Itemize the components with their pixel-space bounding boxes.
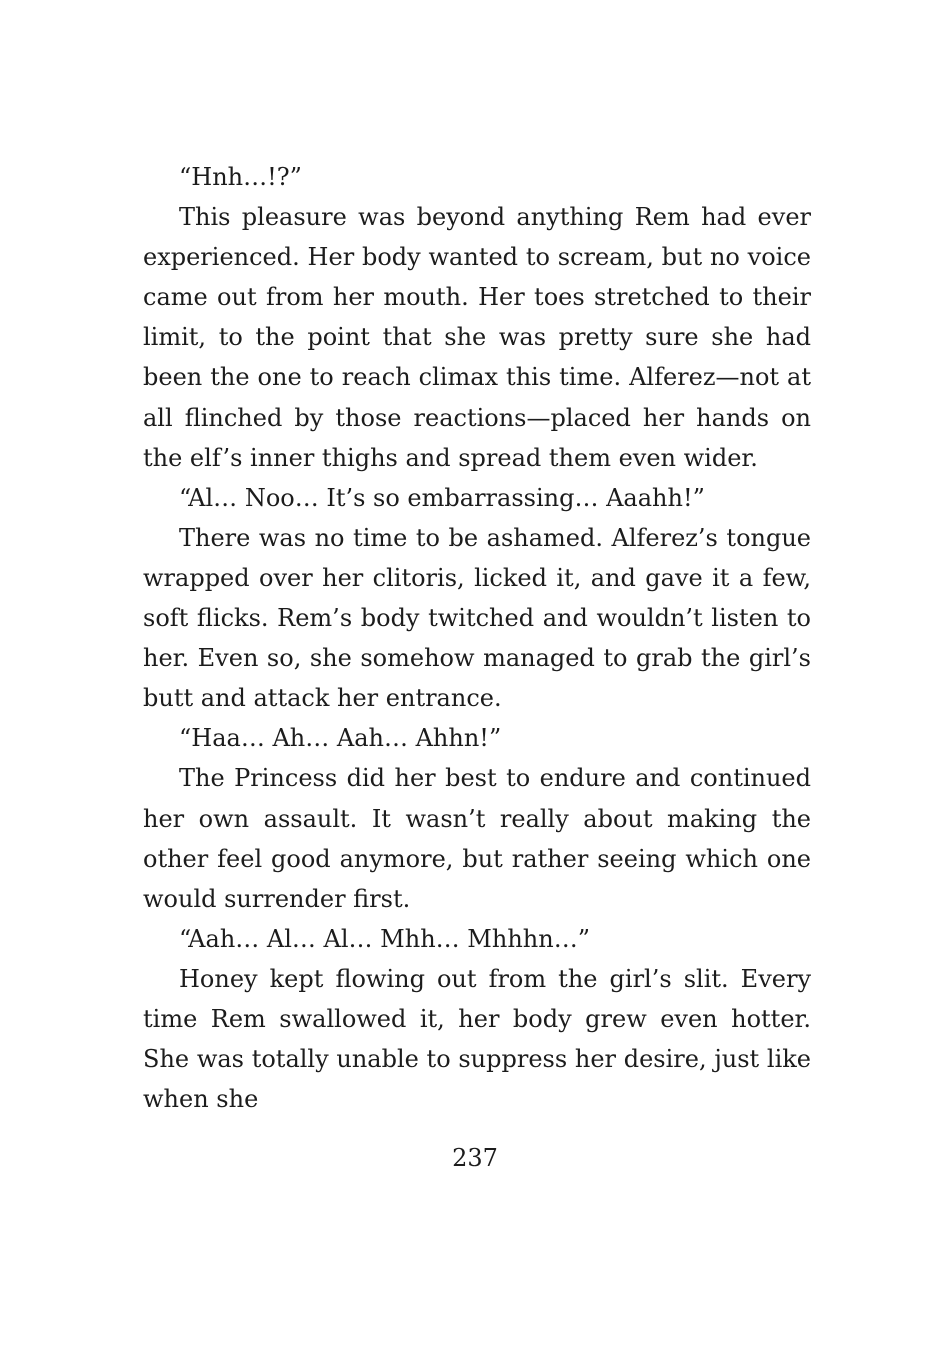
page-number: 237	[452, 1144, 498, 1172]
paragraph: There was no time to be ashamed. Alferez’s tongue wrapped over her clitoris, licked it, and gave it a few, soft flicks. Rem’s body twitched and wouldn’t listen to her. Even so, she somehow managed to grab the girl’s butt and attack her entrance.	[143, 523, 811, 713]
paragraph: “Hnh…!?”	[179, 163, 302, 191]
paragraph: “Al… Noo… It’s so embarrassing… Aaahh!”	[179, 483, 705, 512]
page-body	[143, 157, 811, 1119]
paragraph: This pleasure was beyond anything Rem had ever experienced. Her body wanted to scream, but no voice came out from her mouth. Her toes stretched to their limit, to the point that she was pretty sure she had been the one to reach climax this time. Alferez—not at all flinched by those reactions—placed her hands on the elf’s inner thighs and spread them even wider.	[143, 203, 811, 472]
paragraph: “Haa… Ah… Aah… Ahhn!”	[179, 724, 502, 753]
paragraph: The Princess did her best to endure and continued her own assault. It wasn’t really about making the other feel good anymore, but rather seeing which one would surrender first.	[143, 764, 811, 913]
paragraph: Honey kept flowing out from the girl’s slit. Every time Rem swallowed it, her body grew even hotter. She was totally unable to suppress her desire, just like when she	[143, 964, 811, 1114]
paragraph: “Aah… Al… Al… Mhh… Mhhhn…”	[179, 924, 590, 953]
